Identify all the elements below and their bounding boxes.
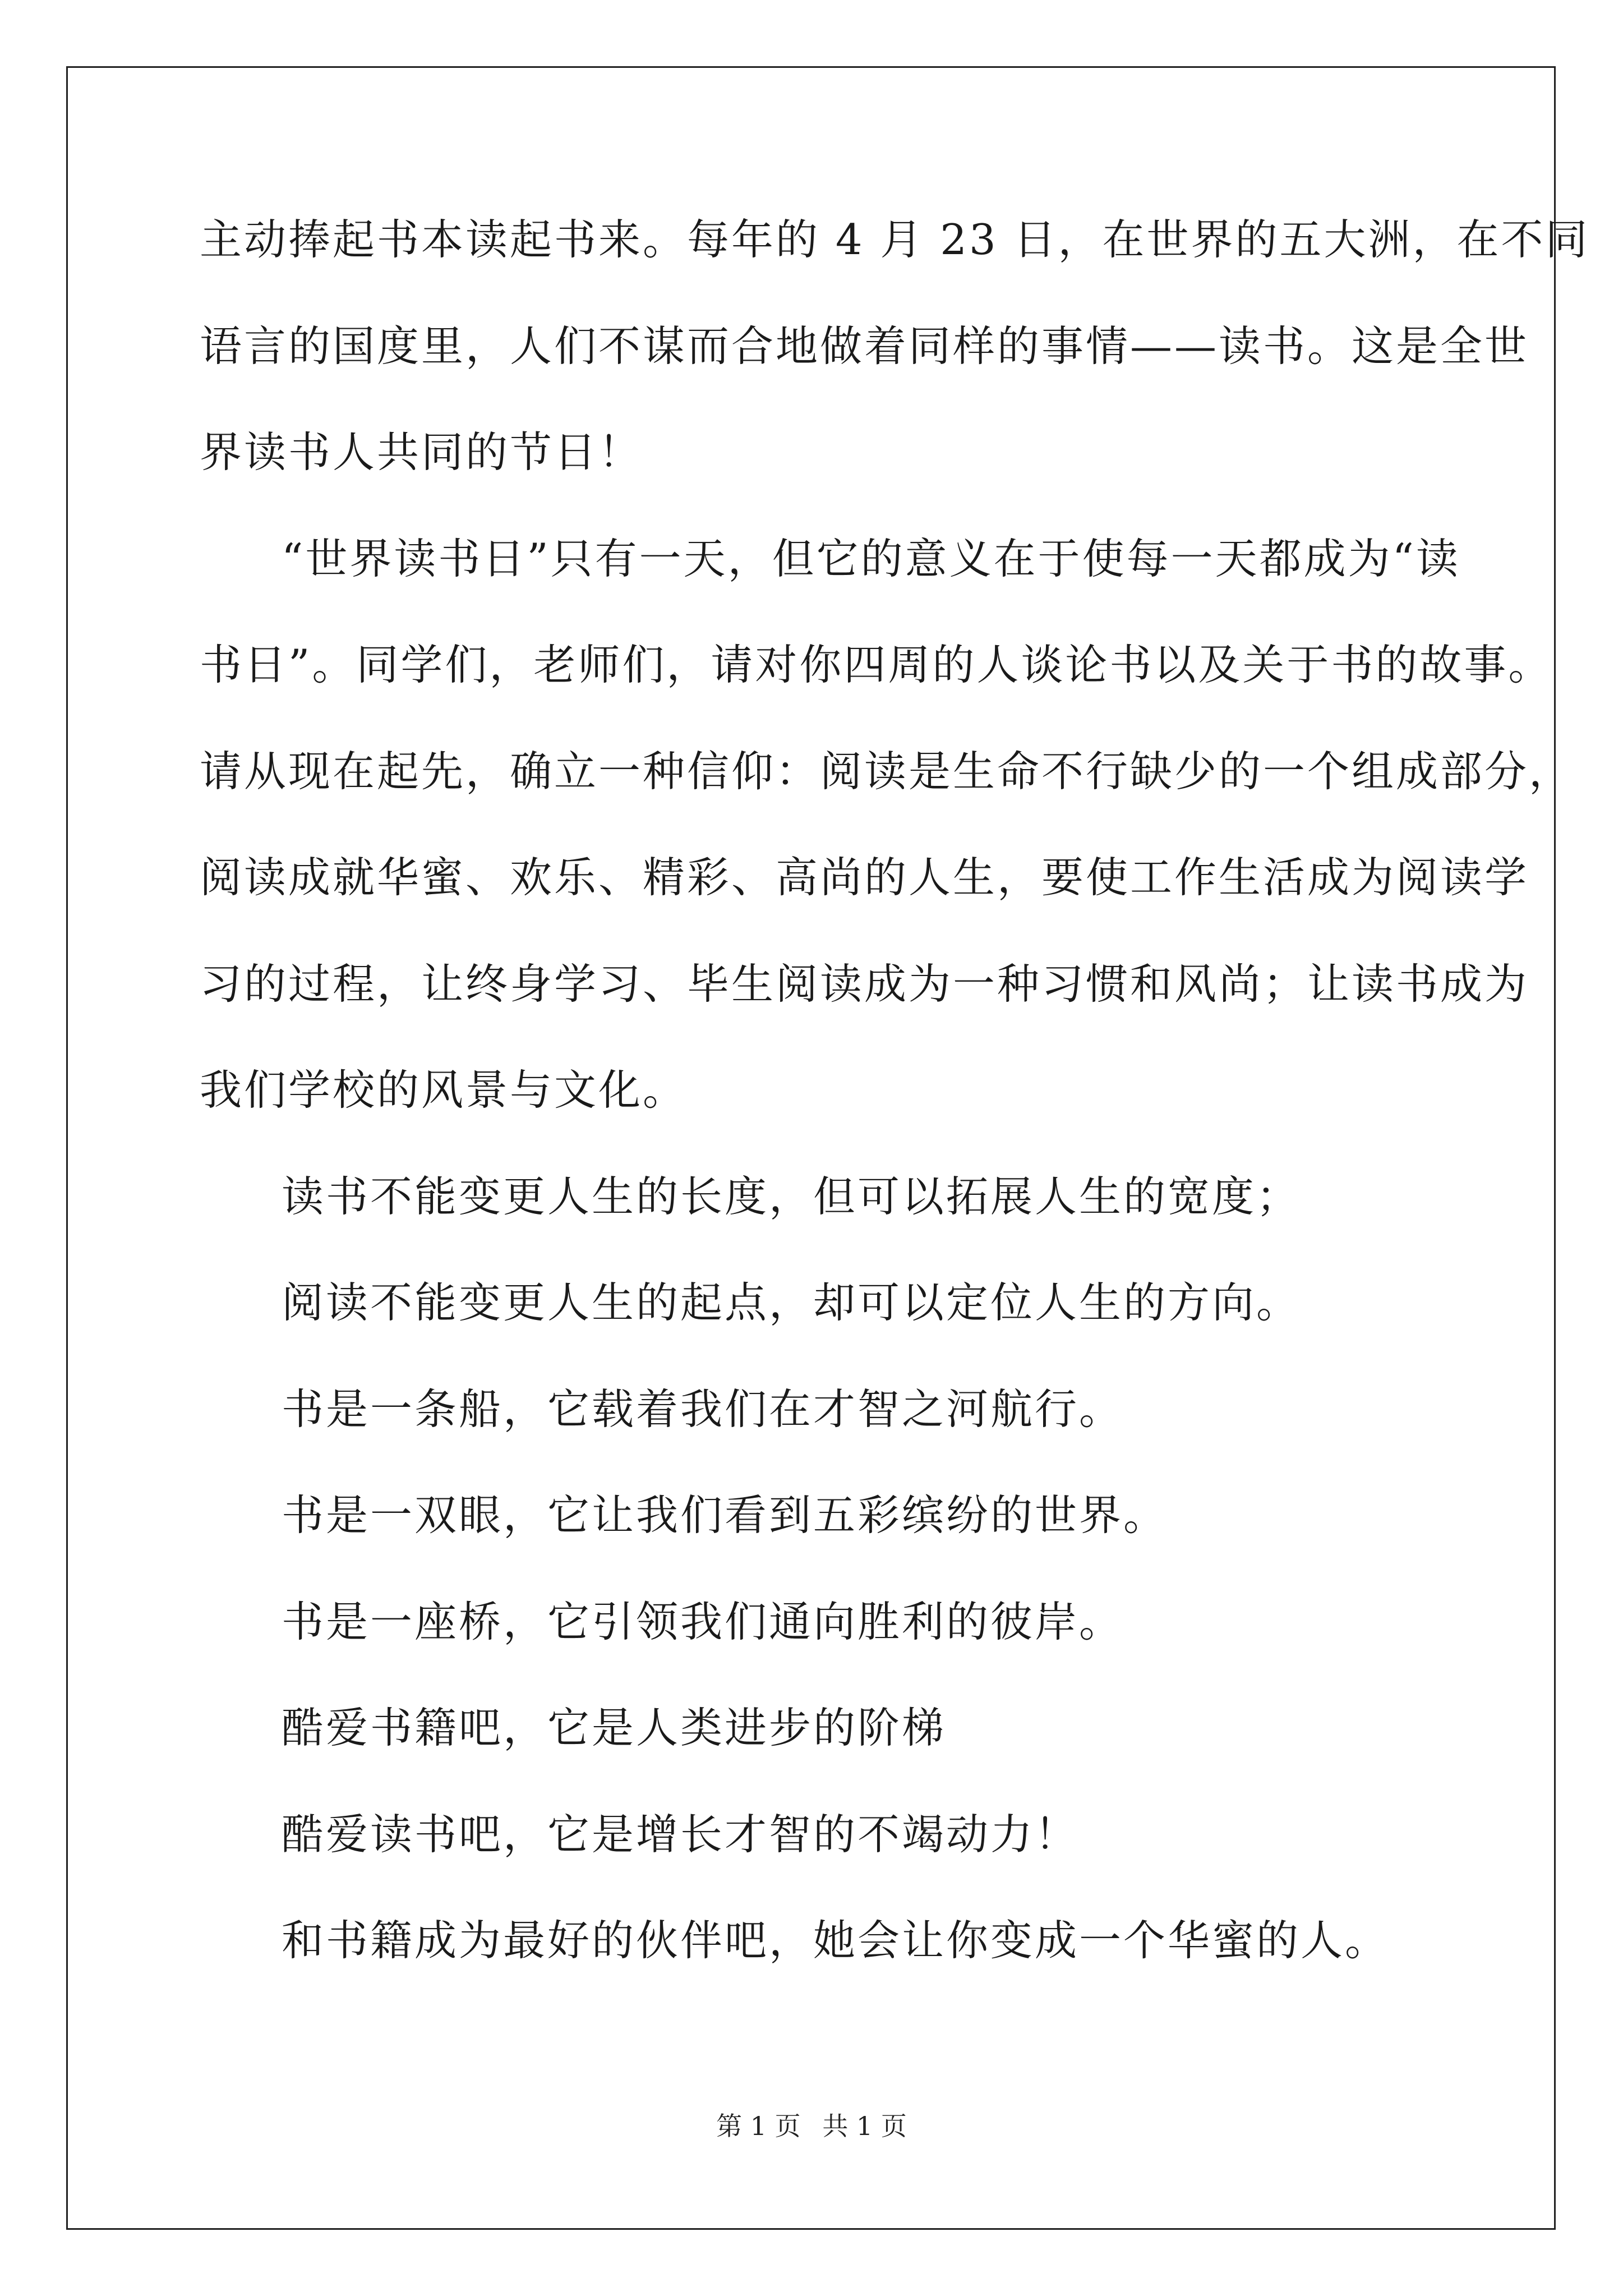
page-border — [66, 66, 1556, 2230]
text-line: 习的过程，让终身学习、毕生阅读成为一种习惯和风尚；让读书成为 — [200, 959, 1529, 1009]
text-line: 酷爱书籍吧，它是人类进步的阶梯 — [282, 1703, 947, 1752]
text-line: 请从现在起先，确立一种信仰：阅读是生命不行缺少的一个组成部分， — [200, 746, 1574, 796]
text-line: 酷爱读书吧，它是增长才智的不竭动力！ — [282, 1809, 1080, 1859]
page-number-current: 第 1 页 — [716, 2111, 801, 2141]
text-line: 书是一双眼，它让我们看到五彩缤纷的世界。 — [282, 1490, 1168, 1540]
text-line: 界读书人共同的节日！ — [200, 427, 643, 477]
text-line: 书日”。同学们，老师们，请对你四周的人谈论书以及关于书的故事。 — [200, 640, 1553, 689]
page-number-total: 共 1 页 — [822, 2111, 907, 2141]
text-line: “世界读书日”只有一天，但它的意义在于使每一天都成为“读 — [282, 533, 1461, 583]
text-line: 阅读不能变更人生的起点，却可以定位人生的方向。 — [282, 1278, 1301, 1327]
text-line: 主动捧起书本读起书来。每年的 4 月 23 日，在世界的五大洲，在不同 — [200, 215, 1590, 264]
page-footer — [0, 2109, 1623, 2143]
text-line: 阅读成就华蜜、欢乐、精彩、高尚的人生，要使工作生活成为阅读学 — [200, 853, 1529, 902]
text-line: 语言的国度里，人们不谋而合地做着同样的事情——读书。这是全世 — [200, 321, 1529, 371]
text-line: 书是一座桥，它引领我们通向胜利的彼岸。 — [282, 1596, 1124, 1646]
text-line: 书是一条船，它载着我们在才智之河航行。 — [282, 1384, 1124, 1434]
text-line: 我们学校的风景与文化。 — [200, 1065, 688, 1115]
text-line: 读书不能变更人生的长度，但可以拓展人生的宽度； — [282, 1171, 1301, 1221]
text-line: 和书籍成为最好的伙伴吧，她会让你变成一个华蜜的人。 — [282, 1916, 1390, 1965]
